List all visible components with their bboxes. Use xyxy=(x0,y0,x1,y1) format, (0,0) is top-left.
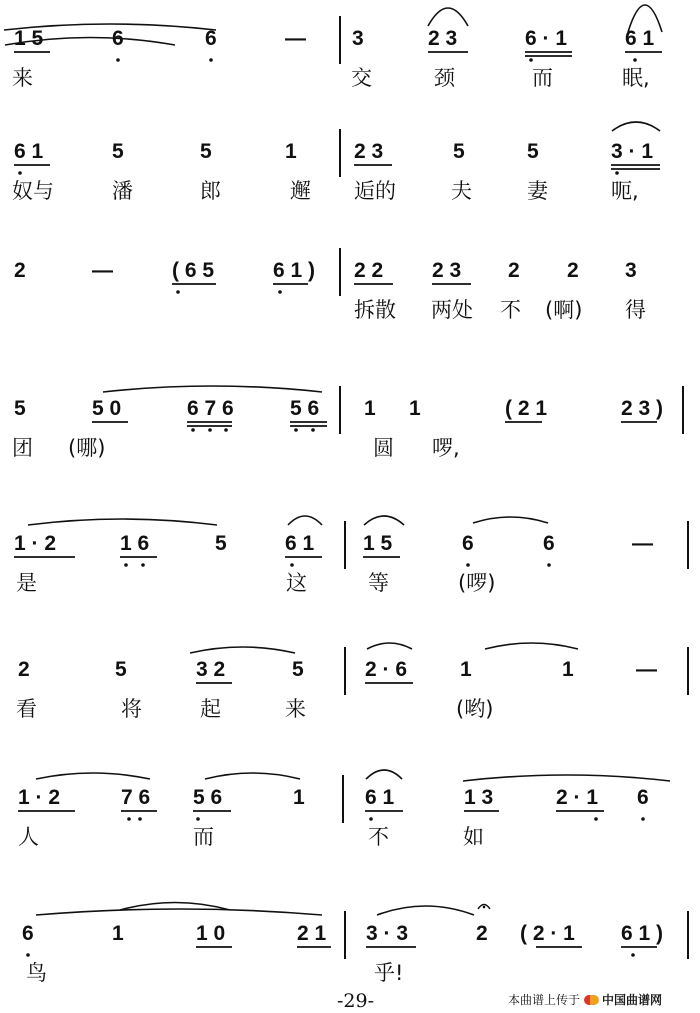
jianpu-note: 6 xyxy=(462,532,474,555)
octave-dot xyxy=(594,817,598,821)
slur-arc xyxy=(364,516,404,525)
jianpu-note: 3 · 1 xyxy=(611,140,654,163)
jianpu-note: 5 xyxy=(453,140,465,163)
jianpu-note: 5 xyxy=(112,140,124,163)
slur-arc xyxy=(473,517,548,523)
jianpu-note: ( 6 5 xyxy=(172,259,215,282)
octave-dot xyxy=(176,290,180,294)
site-name: 中国曲谱网 xyxy=(602,993,663,1007)
jianpu-note: — xyxy=(92,259,113,282)
octave-dot xyxy=(141,563,145,567)
jianpu-note: 1 xyxy=(293,786,305,809)
jianpu-note: 7 6 xyxy=(121,786,151,809)
jianpu-note: 6 1 xyxy=(365,786,395,809)
octave-dot xyxy=(116,58,120,62)
jianpu-note: 1 xyxy=(409,397,421,420)
lyric-text: 奴与 xyxy=(12,179,54,203)
slur-arc xyxy=(288,516,322,525)
jianpu-note: 2 xyxy=(14,259,26,282)
jianpu-note: 2 1 xyxy=(297,922,327,945)
lyric-text: 将 xyxy=(121,697,142,721)
lyric-text: 如 xyxy=(463,825,484,849)
jianpu-note: — xyxy=(285,27,306,50)
lyric-text: 呃, xyxy=(611,179,639,203)
jianpu-note: ( 2 1 xyxy=(505,397,548,420)
octave-dot xyxy=(547,563,551,567)
lyric-text: 妻 xyxy=(527,179,548,203)
site-logo xyxy=(584,991,662,1008)
octave-dot xyxy=(369,817,373,821)
jianpu-note: 5 xyxy=(14,397,26,420)
slur-arc xyxy=(428,8,468,26)
lyric-text: 是 xyxy=(16,571,37,595)
lyric-text: 啰, xyxy=(432,436,460,460)
octave-dot xyxy=(641,817,645,821)
lyric-text: 来 xyxy=(12,66,33,90)
lyric-text: 潘 xyxy=(112,179,133,203)
jianpu-note: 2 3 xyxy=(428,27,458,50)
lyric-text: 这 xyxy=(286,571,307,595)
jianpu-note: 3 · 3 xyxy=(366,922,409,945)
jianpu-note: 6 1 xyxy=(625,27,655,50)
jianpu-note: 6 1 xyxy=(285,532,315,555)
slur-arc xyxy=(377,906,474,915)
jianpu-note: 6 xyxy=(22,922,34,945)
lyric-text: 眠, xyxy=(622,66,650,90)
octave-dot xyxy=(127,817,131,821)
slur-arc xyxy=(367,643,412,649)
jianpu-note: 5 6 xyxy=(290,397,320,420)
jianpu-note: 6 xyxy=(205,27,217,50)
jianpu-note: 2 3 ) xyxy=(621,397,664,420)
lyric-text: 颈 xyxy=(434,66,455,90)
jianpu-note: 6 1 ) xyxy=(273,259,316,282)
slur-arc xyxy=(36,773,150,779)
jianpu-note: 1 xyxy=(364,397,376,420)
jianpu-note: 2 · 1 xyxy=(556,786,599,809)
lyric-text: (哪) xyxy=(68,436,106,460)
footer xyxy=(508,991,662,1008)
slur-arc xyxy=(612,122,660,131)
octave-dot xyxy=(18,171,22,175)
lyric-text: (哟) xyxy=(456,697,494,721)
octave-dot xyxy=(208,428,212,432)
slur-arc xyxy=(103,386,322,392)
lyric-text: 不 xyxy=(368,825,389,849)
jianpu-note: 1 xyxy=(112,922,124,945)
lyric-text: 郎 xyxy=(200,179,221,203)
jianpu-note: 2 xyxy=(567,259,579,282)
jianpu-note: 3 xyxy=(625,259,637,282)
lyric-text: 团 xyxy=(12,436,33,460)
octave-dot xyxy=(615,171,619,175)
lyric-text: 不 xyxy=(500,298,521,322)
slur-arc xyxy=(463,775,670,781)
jianpu-note: 1 5 xyxy=(14,27,44,50)
lyric-text: 邂 xyxy=(290,179,311,203)
jianpu-note: 3 2 xyxy=(196,658,226,681)
octave-dot xyxy=(224,428,228,432)
jianpu-note: 2 2 xyxy=(354,259,384,282)
slur-arc xyxy=(205,773,300,779)
lyric-text: 交 xyxy=(351,66,372,90)
jianpu-note: 2 xyxy=(476,922,488,945)
lyric-text: 人 xyxy=(18,825,39,849)
jianpu-note: 5 xyxy=(292,658,304,681)
slur-arc xyxy=(366,770,402,779)
lyric-text: 来 xyxy=(285,697,306,721)
jianpu-note: 5 6 xyxy=(193,786,223,809)
jianpu-note: 1 xyxy=(460,658,472,681)
fermata-dot xyxy=(483,906,486,909)
jianpu-note: 1 · 2 xyxy=(18,786,61,809)
jianpu-note: 2 xyxy=(508,259,520,282)
jianpu-note: 5 xyxy=(527,140,539,163)
lyric-text: 圆 xyxy=(373,436,394,460)
jianpu-note: 1 5 xyxy=(363,532,393,555)
lyric-text: 夫 xyxy=(451,179,472,203)
lyric-text: (啰) xyxy=(458,571,496,595)
jianpu-note: 2 · 6 xyxy=(365,658,408,681)
jianpu-note: 1 xyxy=(285,140,297,163)
page-number: -29- xyxy=(337,990,375,1012)
octave-dot xyxy=(529,58,533,62)
octave-dot xyxy=(278,290,282,294)
lyric-text: 乎! xyxy=(374,961,404,985)
lyric-text: 鸟 xyxy=(26,961,47,985)
jianpu-note: 6 xyxy=(112,27,124,50)
jianpu-note: 5 xyxy=(200,140,212,163)
jianpu-note: — xyxy=(632,532,653,555)
slur-arc xyxy=(28,519,217,525)
jianpu-note: 6 xyxy=(543,532,555,555)
octave-dot xyxy=(124,563,128,567)
jianpu-note: 1 6 xyxy=(120,532,150,555)
lyric-text: 而 xyxy=(532,66,553,90)
octave-dot xyxy=(196,817,200,821)
lyric-text: (啊) xyxy=(545,298,583,322)
jianpu-note: 6 7 6 xyxy=(187,397,234,420)
lyric-text: 得 xyxy=(625,298,646,322)
octave-dot xyxy=(631,953,635,957)
slur-arc xyxy=(36,909,322,915)
jianpu-note: 1 · 2 xyxy=(14,532,57,555)
lyric-text: 起 xyxy=(200,697,221,721)
lyric-text: 两处 xyxy=(431,298,473,322)
lyric-text: 拆散 xyxy=(354,298,396,322)
octave-dot xyxy=(466,563,470,567)
octave-dot xyxy=(209,58,213,62)
octave-dot xyxy=(290,563,294,567)
jianpu-note: 3 xyxy=(352,27,364,50)
octave-dot xyxy=(26,953,30,957)
jianpu-note: — xyxy=(636,658,657,681)
jianpu-note: 1 0 xyxy=(196,922,226,945)
uploader-text: 本曲谱上传于 xyxy=(508,993,581,1007)
octave-dot xyxy=(294,428,298,432)
jianpu-note: 6 1 xyxy=(14,140,44,163)
jianpu-note: 6 · 1 xyxy=(525,27,568,50)
jianpu-note: 2 3 xyxy=(354,140,384,163)
jianpu-note: 5 xyxy=(215,532,227,555)
jianpu-note: 2 xyxy=(18,658,30,681)
jianpu-note: 6 xyxy=(637,786,649,809)
lyric-text: 逅的 xyxy=(354,179,396,203)
jianpu-note: 5 0 xyxy=(92,397,122,420)
lyric-text: 而 xyxy=(193,825,214,849)
octave-dot xyxy=(138,817,142,821)
jianpu-note: ( 2 · 1 xyxy=(520,922,575,945)
slur-arc xyxy=(485,643,578,649)
lyric-text: 等 xyxy=(368,571,389,595)
octave-dot xyxy=(191,428,195,432)
qupu-logo-icon xyxy=(584,993,600,1007)
jianpu-note: 2 3 xyxy=(432,259,462,282)
jianpu-note: 1 xyxy=(562,658,574,681)
jianpu-note: 6 1 ) xyxy=(621,922,664,945)
octave-dot xyxy=(633,58,637,62)
jianpu-note: 5 xyxy=(115,658,127,681)
jianpu-note: 1 3 xyxy=(464,786,494,809)
lyric-text: 看 xyxy=(16,697,37,721)
slur-arc xyxy=(190,647,295,653)
octave-dot xyxy=(311,428,315,432)
